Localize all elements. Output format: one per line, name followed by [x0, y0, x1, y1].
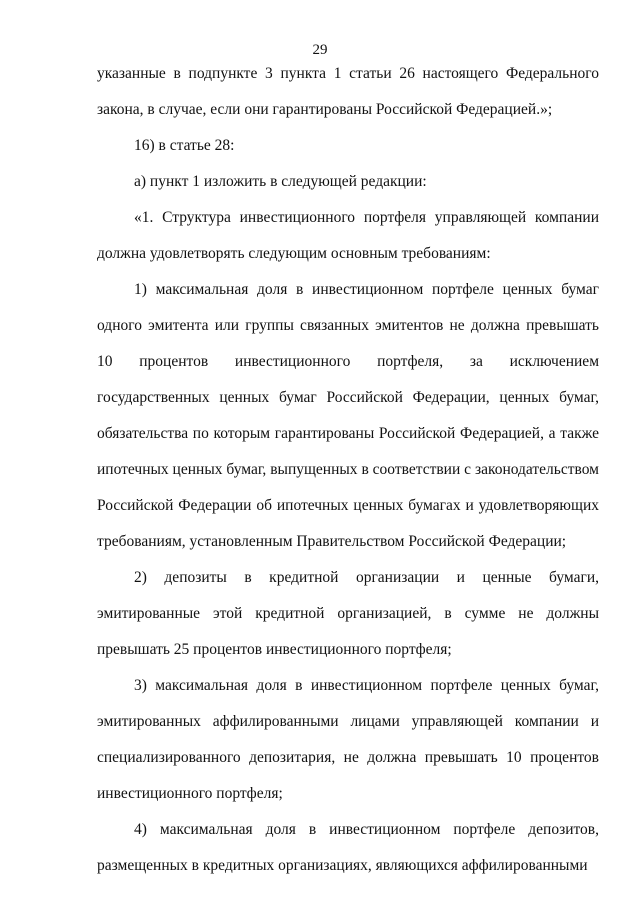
paragraph-requirement-1: 1) максимальная доля в инвестиционном портфеле ценных бумаг одного эмитента или группы связанных эмитентов не должна превышать 10 процентов инвестиционного портфеля, за исключением государственных ценных бумаг Российской Федерации, ценных бумаг, обязательства по которым гарантированы Российской Федерацией, а также ипотечных ценных бумаг, выпущенных в соответствии с законодательством Российской Федерации об ипотечных ценных бумагах и удовлетворяющих требованиям, установленным Правительством Российской Федерации; [97, 281, 599, 550]
paragraph-subitem-a: а) пункт 1 изложить в следующей редакции: [134, 173, 427, 190]
document-body [97, 56, 599, 884]
paragraph-clause-1: «1. Структура инвестиционного портфеля управляющей компании должна удовлетворять следующим основным требованиям: [97, 209, 599, 262]
paragraph-requirement-3: 3) максимальная доля в инвестиционном портфеле ценных бумаг, эмитированных аффилированными лицами управляющей компании и специализированного депозитария, не должна превышать 10 процентов инвестиционного портфеля; [97, 677, 599, 802]
page-number: 29 [312, 42, 328, 58]
paragraph-requirement-2: 2) депозиты в кредитной организации и ценные бумаги, эмитированные этой кредитной организацией, в сумме не должны превышать 25 процентов инвестиционного портфеля; [97, 569, 599, 658]
paragraph-continuation: указанные в подпункте 3 пункта 1 статьи 26 настоящего Федерального закона, в случае, если они гарантированы Российской Федерацией.»; [97, 65, 599, 118]
paragraph-requirement-4: 4) максимальная доля в инвестиционном портфеле депозитов, размещенных в кредитных организациях, являющихся аффилированными [97, 821, 599, 874]
paragraph-item-16: 16) в статье 28: [134, 137, 235, 154]
